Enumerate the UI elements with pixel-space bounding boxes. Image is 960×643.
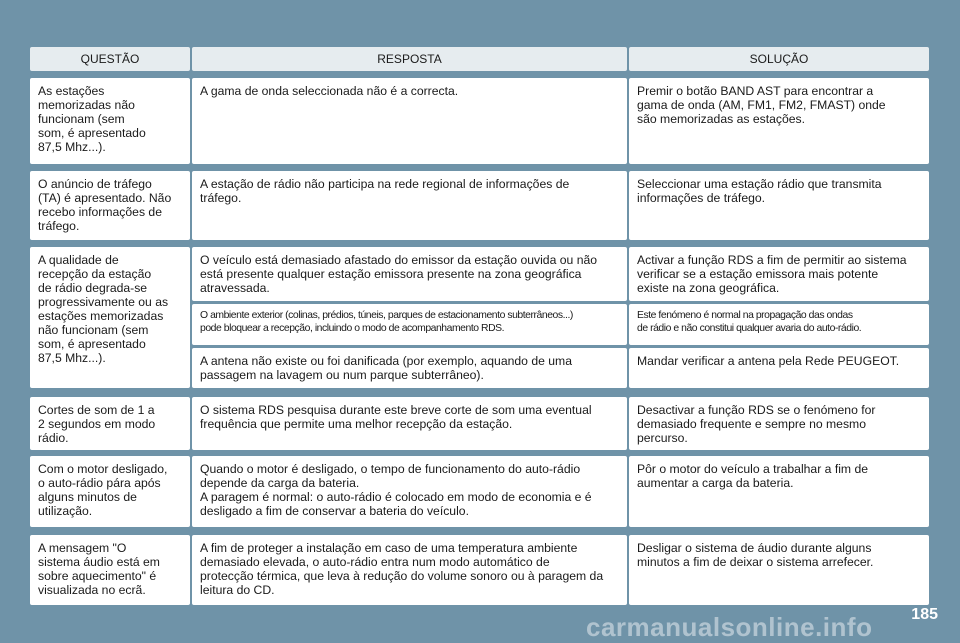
answer-cell: A fim de proteger a instalação em caso de uma temperatura ambiente demasiado elevada, o auto-rádio entra num modo automático de protecção térmica, que leva à redução do volume sonoro ou à paragem da leitura do CD. (192, 535, 627, 605)
solution-cell: Premir o botão BAND AST para encontrar a gama de onda (AM, FM1, FM2, FMAST) onde são memorizadas as estações. (629, 78, 929, 164)
question-cell: O anúncio de tráfego (TA) é apresentado. Não recebo informações de tráfego. (30, 171, 190, 240)
header-answer: RESPOSTA (192, 47, 627, 71)
answer-cell: A gama de onda seleccionada não é a correcta. (192, 78, 627, 164)
solution-cell: Pôr o motor do veículo a trabalhar a fim de aumentar a carga da bateria. (629, 456, 929, 527)
solution-cell: Mandar verificar a antena pela Rede PEUGEOT. (629, 348, 929, 388)
question-cell: As estações memorizadas não funcionam (sem som, é apresentado 87,5 Mhz...). (30, 78, 190, 164)
header-question: QUESTÃO (30, 47, 190, 71)
answer-cell: A estação de rádio não participa na rede regional de informações de tráfego. (192, 171, 627, 240)
answer-cell: O veículo está demasiado afastado do emissor da estação ouvida ou não está presente qualquer estação emissora presente na zona geográfica atravessada. (192, 247, 627, 301)
answer-cell: A antena não existe ou foi danificada (por exemplo, aquando de uma passagem na lavagem ou num parque subterrâneo). (192, 348, 627, 388)
answer-cell: O sistema RDS pesquisa durante este breve corte de som uma eventual frequência que permite uma melhor recepção da estação. (192, 397, 627, 450)
answer-cell: O ambiente exterior (colinas, prédios, túneis, parques de estacionamento subterrâneos...) pode bloquear a recepção, incluindo o modo de acompanhamento RDS. (192, 304, 627, 345)
solution-cell: Desactivar a função RDS se o fenómeno for demasiado frequente e sempre no mesmo percurso. (629, 397, 929, 450)
solution-cell: Seleccionar uma estação rádio que transmita informações de tráfego. (629, 171, 929, 240)
solution-cell: Este fenómeno é normal na propagação das ondas de rádio e não constitui qualquer avaria do auto-rádio. (629, 304, 929, 345)
watermark: carmanualsonline.info (586, 612, 873, 642)
question-cell: A qualidade de recepção da estação de rádio degrada-se progressivamente ou as estações memorizadas não funcionam (sem som, é apresentado 87,5 Mhz...). (30, 247, 190, 388)
question-cell: Cortes de som de 1 a 2 segundos em modo rádio. (30, 397, 190, 450)
page-number: 185 (911, 606, 938, 623)
header-solution: SOLUÇÃO (629, 47, 929, 71)
answer-cell: Quando o motor é desligado, o tempo de funcionamento do auto-rádio depende da carga da bateria. A paragem é normal: o auto-rádio é colocado em modo de economia e é desligado a fim de conservar a bateria do veículo. (192, 456, 627, 527)
solution-cell: Activar a função RDS a fim de permitir ao sistema verificar se a estação emissora mais potente existe na zona geográfica. (629, 247, 929, 301)
question-cell: Com o motor desligado, o auto-rádio pára após alguns minutos de utilização. (30, 456, 190, 527)
solution-cell: Desligar o sistema de áudio durante alguns minutos a fim de deixar o sistema arrefecer. (629, 535, 929, 605)
question-cell: A mensagem "O sistema áudio está em sobre aquecimento" é visualizada no ecrã. (30, 535, 190, 605)
